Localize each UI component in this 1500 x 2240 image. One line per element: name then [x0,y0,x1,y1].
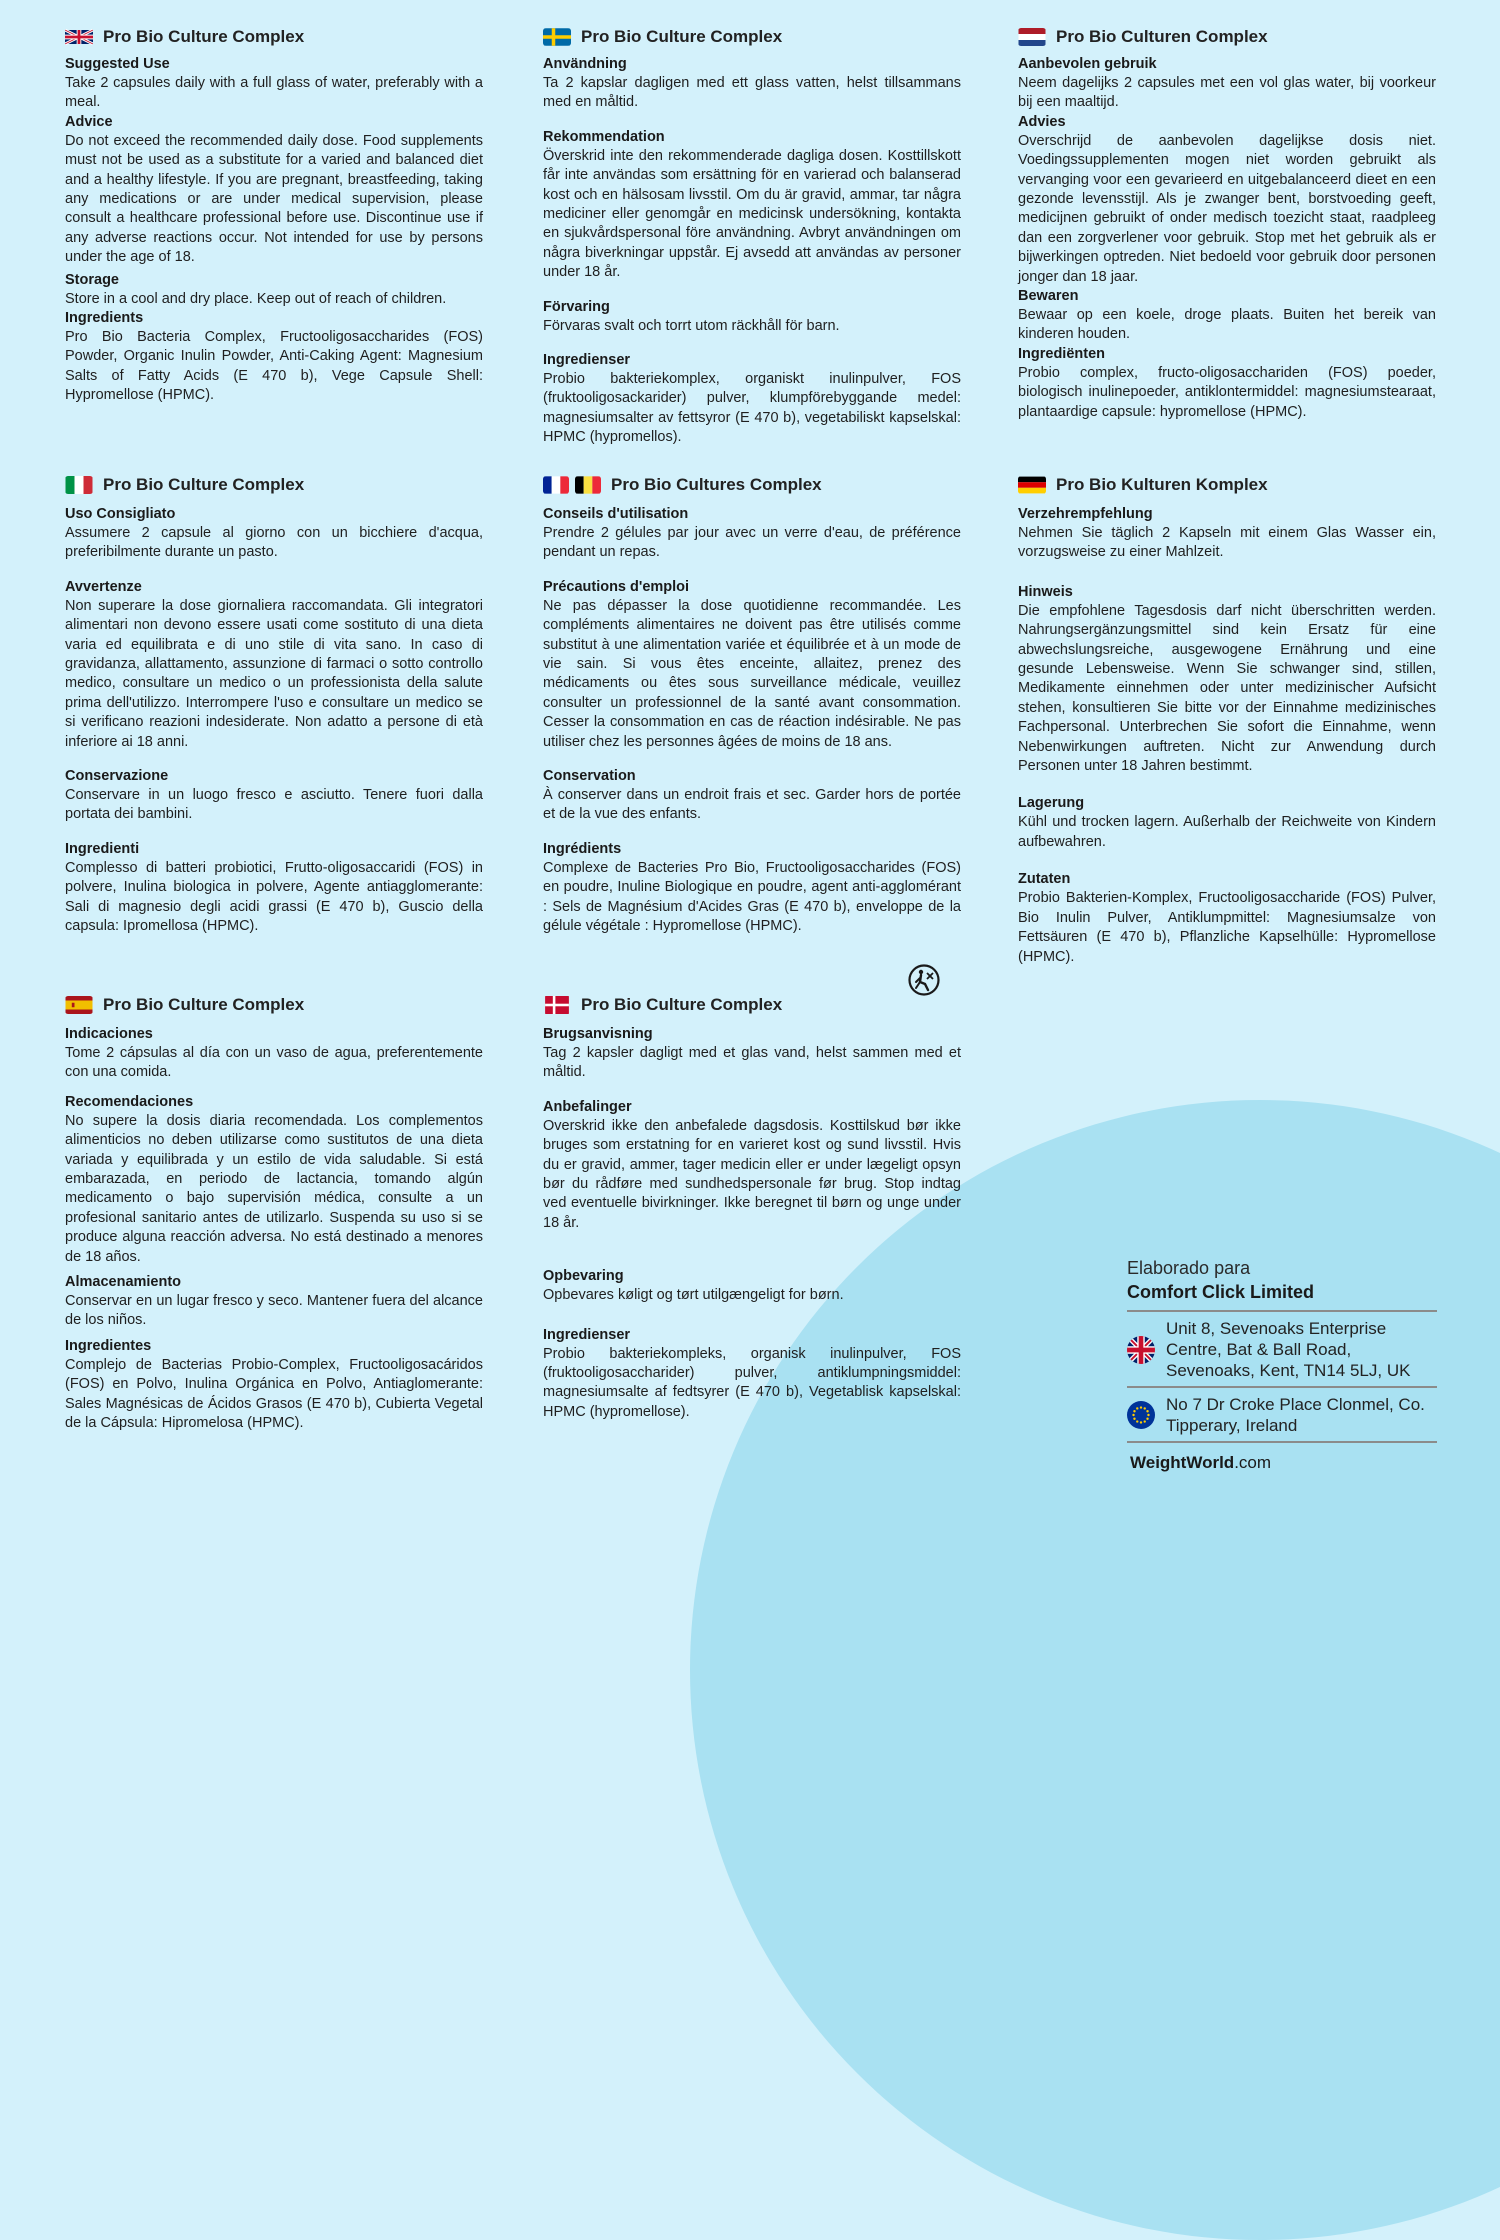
use-text: Ta 2 kapslar dagligen med ett glass vatten, helst tillsammans med en måltid. [543,75,961,111]
brand-name: WeightWorld [1130,1453,1235,1472]
netherlands-flag-icon [1018,28,1046,46]
section-french [543,473,961,937]
section-title: Pro Bio Kulturen Komplex [1056,475,1268,494]
france-flag-icon [543,476,569,494]
use-heading: Aanbevolen gebruik [1018,56,1157,72]
advice-heading: Advies [1018,113,1066,130]
ingredients-text: Probio Bakterien-Komplex, Fructooligosaccharide (FOS) Pulver, Bio Inulin Pulver, Antiklumpmittel: Magnesiumsalze von Fettsäuren (E 470 b), Pflanzliche Kapselhülle: Hypromellose (HPMC). [1018,890,1436,965]
section-title: Pro Bio Culture Complex [103,475,305,494]
ingredients-text: Complesso di batteri probiotici, Frutto-oligosaccaridi (FOS) in polvere, Inulina biologica in polvere, Agente antiagglomerante: Sali di magnesio degli acidi grassi (E 470 b), Guscio della capsula: Ipromellosa (HPMC). [65,859,483,935]
ingredients-heading: Ingredientes [65,1337,152,1354]
sweden-flag-icon [543,28,571,46]
section-italian [65,473,483,937]
section-swedish [543,25,961,448]
section-title: Pro Bio Culture Complex [103,995,305,1014]
uk-address: Unit 8, Sevenoaks Enterprise Centre, Bat & Ball Road, Sevenoaks, Kent, TN14 5LJ, UK [1166,1319,1411,1380]
ingredients-text: Probio complex, fructo-oligosacchariden (FOS) poeder, biologisch inulinepoeder, antiklontermiddel: magnesiumstearaat, plantaardige capsule: hypromellose (HPMC). [1018,364,1436,420]
advice-text: Die empfohlene Tagesdosis darf nicht überschritten werden. Nahrungsergänzungsmittel sind kein Ersatz für eine abwechslungsreiche, ausgewogene Ernährung und eine gesunde Lebensweise. Wenn Sie schwanger sind, stillen, Medikamente einnehmen oder unter medizinischer Aufsicht stehen, konsultieren Sie bitte vor der Einnahme medizinisches Fachpersonal. Unterbrechen Sie sofort die Einnahme, wenn Nebenwirkungen auftreten. Nicht zur Anwendung durch Personen unter 18 Jahren bestimmt. [1018,602,1436,775]
uk-flag-icon [1127,1336,1155,1364]
divider [1127,1441,1437,1443]
advice-text: Ne pas dépasser la dose quotidienne recommandée. Les compléments alimentaires ne doivent pas être utilisés comme substitut à une alimentation variée et équilibrée et à un mode de vie sain. Si vous êtes enceinte, allaitez, prenez des médicaments ou êtes sous surveillance médicale, veuillez consulter un professionnel de la santé avant consommation. Cesser la consommation en cas de réaction indésirable. Ne pas utiliser chez les personnes âgées de moins de 18 ans. [543,597,961,750]
advice-heading: Avvertenze [65,578,142,595]
storage-heading: Almacenamiento [65,1274,182,1291]
use-heading: Verzehrempfehlung [1018,506,1153,522]
storage-text: À conserver dans un endroit frais et sec. Garder hors de portée et de la vue des enfants. [543,787,961,823]
use-heading: Uso Consigliato [65,506,176,522]
made-for-label: Elaborado para [1127,1258,1251,1278]
storage-heading: Conservazione [65,768,169,785]
storage-text: Bewaar op een koele, droge plaats. Buiten het bereik van kinderen houden. [1018,307,1436,343]
suggested-use-text: Take 2 capsules daily with a full glass of water, preferably with a meal. [65,75,483,111]
recycle-symbol-icon [907,963,941,997]
use-heading: Indicaciones [65,1026,153,1042]
eu-address-row [1127,1394,1437,1436]
use-heading: Conseils d'utilisation [543,506,689,522]
use-text: Tag 2 kapsler dagligt med et glas vand, helst sammen med et måltid. [543,1045,961,1081]
ingredients-heading: Ingredienser [543,352,631,369]
ingredients-heading: Ingrédients [543,840,622,857]
advice-text: Överskrid inte den rekommenderade dagliga dosen. Kosttillskott får inte användas som ersättning för en varierad och balanserad kost och en hälsosam livsstil. Om du är gravid, ammar, tar några mediciner eller genomgår en medicinsk undersökning, kontakta en sjukvårdspersonal före användning. Avbryt användningen om några biverkningar uppstår. Ej avsedd att användas av personer under 18 år. [543,147,961,281]
ingredients-text: Probio bakteriekompleks, organisk inulinpulver, FOS (fruktooligosaccharider) pulver, antiklumpningsmiddel: magnesiumsalte af fedtsyrer (E 470 b), Vegetablisk kapselskal: HPMC (hypromellose). [543,1345,961,1420]
use-text: Nehmen Sie täglich 2 Kapseln mit einem Glas Wasser ein, vorzugsweise zu einer Mahlzeit. [1018,525,1436,561]
ingredients-heading: Ingredienti [65,840,140,857]
ingredients-heading: Ingredienser [543,1326,631,1343]
brand-website [1130,1453,1437,1473]
brand-domain: .com [1234,1453,1272,1472]
suggested-use-heading: Suggested Use [65,56,170,72]
section-title: Pro Bio Culture Complex [581,995,783,1014]
uk-flag-icon [65,28,93,46]
divider [1127,1386,1437,1388]
ingredients-text: Pro Bio Bacteria Complex, Fructooligosaccharides (FOS) Powder, Organic Inulin Powder, Anti-Caking Agent: Magnesium Salts of Fatty Acids (E 470 b), Vege Capsule Shell: Hypromellose (HPMC). [65,329,483,404]
use-heading: Användning [543,56,627,72]
advice-heading: Recomendaciones [65,1093,194,1110]
section-title: Pro Bio Cultures Complex [611,475,822,494]
ingredients-text: Probio bakteriekomplex, organiskt inulinpulver, FOS (fruktooligosackarider) pulver, klumpförebyggande medel: magnesiumsalter av fettsyror (E 470 b), vegetabiliskt kapselskal: HPMC (hypromellos). [543,371,961,446]
advice-heading: Précautions d'emploi [543,578,690,595]
storage-heading: Lagerung [1018,795,1085,812]
divider [1127,1310,1437,1312]
storage-text: Kühl und trocken lagern. Außerhalb der Reichweite von Kindern aufbewahren. [1018,814,1436,850]
advice-text: Overskrid ikke den anbefalede dagsdosis. Kosttilskud bør ikke bruges som erstatning for en varieret kost og sund livsstil. Hvis du er gravid, ammer, tager medicin eller er under lægeligt opsyn bør du rådføre med sundhedspersonale før brug. Stop indtag ved eventuelle bivirkninger. Ikke beregnet til børn og unge under 18 år. [543,1117,961,1231]
germany-flag-icon [1018,476,1046,494]
advice-text: Non superare la dose giornaliera raccomandata. Gli integratori alimentari non devono essere usati come sostituto di una dieta varia ed equilibrata e di uno stile di vita sano. In caso di gravidanza, allattamento, assunzione di farmaci o sotto controllo medico, consultare un medico o un professionista della salute prima dell'utilizzo. Interrompere l'uso e consultare un medico se si verificano reazioni indesiderate. Non adatto a persone di età inferiore ai 18 anni. [65,597,483,750]
ingredients-text: Complejo de Bacterias Probio-Complex, Fructooligosacáridos (FOS) en Polvo, Inulina Orgánica en Polvo, Antiaglomerante: Sales Magnésicas de Ácidos Grasos (E 470 b), Cubierta Vegetal de la Cápsula: Hipromelosa (HPMC). [65,1356,483,1432]
storage-text: Förvaras svalt och torrt utom räckhåll för barn. [543,317,840,334]
section-spanish [65,993,483,1434]
section-english [65,25,483,406]
storage-text: Opbevares køligt og tørt utilgængeligt for børn. [543,1287,844,1304]
use-heading: Brugsanvisning [543,1026,653,1042]
storage-heading: Opbevaring [543,1268,624,1285]
denmark-flag-icon [543,996,571,1014]
advice-heading: Rekommendation [543,128,665,145]
spain-flag-icon [65,996,93,1014]
advice-text: Overschrijd de aanbevolen dagelijkse dosis niet. Voedingssupplementen mogen niet worden gebruikt als vervanging voor een gevarieerd en uitgebalanceerd dieet en een gezonde levensstijl. Als je zwanger bent, borstvoeding geeft, medicijnen gebruikt of onder medisch toezicht staat, raadpleeg dan een zorgverlener voor gebruik. Stop met het gebruik als er bijwerkingen optreden. Niet bedoeld voor gebruik door personen jonger dan 18 jaar. [1018,132,1436,285]
use-text: Assumere 2 capsule al giorno con un bicchiere d'acqua, preferibilmente durante un pasto. [65,525,483,561]
advice-text: Do not exceed the recommended daily dose. Food supplements must not be used as a substitute for a varied and balanced diet and a healthy lifestyle. If you are pregnant, breastfeeding, taking any medications or are under medical supervision, please consult a healthcare professional before use. Discontinue use if any adverse reactions occur. Not intended for use by persons under the age of 18. [65,132,483,266]
ingredients-heading: Ingredients [65,310,144,327]
storage-heading: Conservation [543,768,636,785]
italy-flag-icon [65,476,93,494]
section-title: Pro Bio Culture Complex [103,27,305,46]
use-text: Tome 2 cápsulas al día con un vaso de agua, preferentemente con una comida. [65,1045,483,1081]
advice-text: No supere la dosis diaria recomendada. Los complementos alimenticios no deben utilizarse como sustitutos de una dieta variada y equilibrada y un estilo de vida saludable. Si está embarazada, en periodo de lactancia, tomando algún medicamento o bajo supervisión médica, consulte a un profesional sanitario antes de utilizarlo. Suspenda su uso si se produce alguna reacción adversa. No está destinado a menores de 18 años. [65,1112,483,1265]
section-title: Pro Bio Culturen Complex [1056,27,1268,46]
storage-text: Conservare in un luogo fresco e asciutto. Tenere fuori dalla portata dei bambini. [65,787,483,823]
advice-heading: Advice [65,113,113,130]
manufacturer-footer [1127,1257,1437,1473]
ingredients-heading: Zutaten [1018,871,1071,888]
eu-address: No 7 Dr Croke Place Clonmel, Co. Tipperary, Ireland [1166,1395,1425,1435]
section-dutch [1018,25,1436,422]
section-danish [543,993,961,1422]
eu-flag-icon [1127,1401,1155,1429]
company-name: Comfort Click Limited [1127,1282,1315,1302]
storage-heading: Förvaring [543,298,610,315]
uk-address-row [1127,1318,1437,1381]
storage-heading: Bewaren [1018,288,1079,305]
belgium-flag-icon [575,476,601,494]
ingredients-text: Complexe de Bacteries Pro Bio, Fructooligosaccharides (FOS) en poudre, Inuline Biologique en poudre, agent anti-agglomérant : Sels de Magnésium d'Acides Gras (E 470 b), enveloppe de la gélule végétale : Hypromellose (HPMC). [543,859,961,935]
use-text: Prendre 2 gélules par jour avec un verre d'eau, de préférence pendant un repas. [543,525,961,561]
section-german [1018,473,1436,967]
advice-heading: Hinweis [1018,583,1073,600]
section-title: Pro Bio Culture Complex [581,27,783,46]
ingredients-heading: Ingrediënten [1018,345,1106,362]
storage-heading: Storage [65,271,119,288]
use-text: Neem dagelijks 2 capsules met een vol glas water, bij voorkeur bij een maaltijd. [1018,75,1436,111]
storage-text: Conservar en un lugar fresco y seco. Mantener fuera del alcance de los niños. [65,1293,483,1329]
advice-heading: Anbefalinger [543,1098,632,1115]
storage-text: Store in a cool and dry place. Keep out of reach of children. [65,290,447,307]
